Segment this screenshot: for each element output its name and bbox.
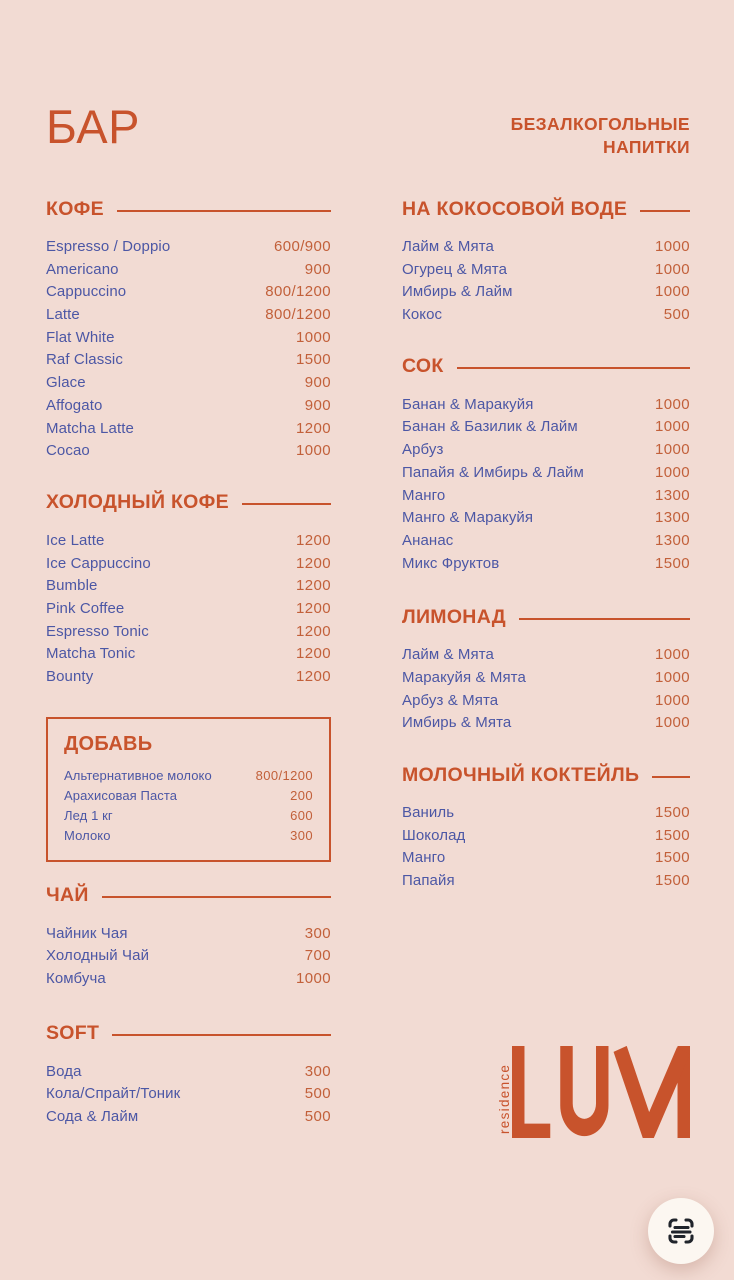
item-price: 1300 [655, 531, 690, 549]
item-name: Лайм & Мята [402, 238, 494, 255]
item-name: Flat White [46, 328, 115, 346]
item-name: Холодный Чай [46, 947, 150, 965]
item-name: Манго [402, 849, 446, 867]
item-price: 1300 [655, 509, 690, 527]
section-juice [402, 356, 690, 578]
menu-item-row [46, 374, 331, 397]
menu-item-row [46, 668, 331, 691]
logo-residence-text: residence [497, 1063, 512, 1134]
menu-item-row [46, 555, 331, 578]
menu-item-row [46, 1108, 331, 1131]
item-name: Шоколад [402, 826, 466, 844]
item-price: 300 [290, 827, 313, 843]
heading-rule [640, 210, 690, 212]
menu-item-row [402, 509, 690, 532]
menu-item-row [64, 768, 313, 788]
lum-logo-mark [512, 1046, 690, 1138]
item-price: 900 [304, 374, 331, 392]
menu-item-row [46, 397, 331, 420]
menu-item-list [46, 925, 331, 993]
item-name: Арбуз & Мята [402, 691, 499, 709]
menu-item-row [46, 532, 331, 555]
menu-item-row [402, 692, 690, 715]
menu-item-row [46, 623, 331, 646]
section-heading-label: SOFT [46, 1022, 100, 1045]
menu-item-row [402, 283, 690, 306]
item-price: 1200 [296, 419, 331, 437]
section-heading-label: ЧАЙ [46, 884, 89, 907]
item-price: 1000 [296, 970, 331, 988]
item-price: 1200 [296, 531, 331, 549]
section-heading-label: ЛИМОНАД [402, 605, 506, 628]
menu-item-row [402, 804, 690, 827]
item-name: Кокос [402, 306, 443, 324]
menu-item-row [46, 351, 331, 374]
menu-item-row [46, 970, 331, 993]
section-add-ons-box [46, 717, 331, 862]
item-name: Ваниль [402, 804, 455, 821]
section-tea [46, 885, 331, 993]
section-heading-label: НА КОКОСОВОЙ ВОДЕ [402, 197, 628, 220]
item-name: Вода [46, 1062, 82, 1080]
menu-item-row [46, 420, 331, 443]
menu-item-row [64, 808, 313, 828]
section-lemonade [402, 606, 690, 737]
section-heading [46, 885, 331, 907]
item-price: 1000 [296, 328, 331, 346]
menu-item-row [402, 464, 690, 487]
page-title: БАР [46, 100, 141, 153]
menu-item-list [64, 768, 313, 848]
item-price: 900 [304, 396, 331, 414]
item-price: 500 [304, 1108, 331, 1126]
item-name: Лед 1 кг [64, 807, 113, 823]
non-alcoholic-title [402, 113, 690, 159]
heading-rule [117, 210, 331, 212]
item-price: 1000 [296, 442, 331, 460]
section-heading-label: ДОБАВЬ [64, 732, 153, 755]
item-name: Папайя [402, 872, 455, 890]
right-column [402, 0, 690, 895]
menu-item-row [402, 532, 690, 555]
item-price: 800/1200 [265, 306, 331, 324]
item-price: 1000 [655, 714, 690, 732]
scan-text-icon [663, 1213, 699, 1249]
item-price: 1000 [655, 238, 690, 255]
menu-item-row [402, 555, 690, 578]
item-price: 300 [304, 1062, 331, 1080]
menu-item-row [46, 1085, 331, 1108]
section-heading [46, 1023, 331, 1045]
item-name: Affogato [46, 396, 103, 414]
item-price: 500 [663, 306, 690, 324]
item-name: Микс Фруктов [402, 554, 500, 572]
heading-rule [112, 1034, 331, 1036]
item-price: 1500 [655, 872, 690, 890]
item-price: 1000 [655, 260, 690, 278]
left-column [46, 0, 331, 1131]
item-name: Glace [46, 374, 86, 392]
item-name: Bounty [46, 668, 94, 685]
menu-item-list [402, 238, 690, 329]
non-alcoholic-title-line1: БЕЗАЛКОГОЛЬНЫЕ [510, 114, 690, 134]
menu-item-row [402, 827, 690, 850]
item-name: Matcha Latte [46, 419, 134, 437]
item-price: 1000 [655, 283, 690, 301]
heading-rule [242, 503, 331, 505]
menu-item-row [402, 872, 690, 895]
item-price: 1200 [296, 599, 331, 617]
item-price: 1000 [655, 418, 690, 436]
item-price: 1200 [296, 668, 331, 685]
item-price: 1000 [655, 668, 690, 686]
item-price: 300 [304, 924, 331, 942]
item-name: Имбирь & Мята [402, 714, 512, 732]
item-price: 700 [304, 947, 331, 965]
item-name: Ананас [402, 531, 454, 549]
heading-rule [102, 896, 331, 898]
section-heading-label: СОК [402, 355, 444, 378]
item-price: 1000 [655, 441, 690, 459]
item-name: Огурец & Мята [402, 260, 508, 278]
item-price: 1500 [655, 849, 690, 867]
menu-item-row [46, 329, 331, 352]
menu-item-row [46, 306, 331, 329]
item-name: Маракуйя & Мята [402, 668, 526, 686]
item-price: 1500 [296, 351, 331, 369]
menu-item-row [46, 577, 331, 600]
section-heading [46, 492, 331, 514]
item-price: 1500 [655, 804, 690, 821]
item-price: 600/900 [273, 238, 331, 255]
item-price: 1200 [296, 645, 331, 663]
heading-rule [652, 776, 690, 778]
item-name: Лайм & Мята [402, 646, 494, 664]
item-name: Имбирь & Лайм [402, 283, 513, 301]
item-price: 600 [290, 807, 313, 823]
section-soft-drinks [46, 1023, 331, 1131]
menu-item-row [402, 396, 690, 419]
item-price: 1500 [655, 826, 690, 844]
item-name: Арбуз [402, 441, 444, 459]
item-name: Арахисовая Паста [64, 787, 178, 803]
menu-item-list [46, 238, 331, 465]
item-price: 1200 [296, 577, 331, 595]
menu-item-row [46, 645, 331, 668]
item-name: Espresso / Doppio [46, 238, 171, 255]
item-price: 900 [304, 260, 331, 278]
menu-item-row [402, 238, 690, 261]
item-name: Чайник Чая [46, 924, 128, 942]
menu-item-row [402, 261, 690, 284]
item-name: Cocao [46, 442, 90, 460]
item-price: 1200 [296, 622, 331, 640]
section-heading-label: МОЛОЧНЫЙ КОКТЕЙЛЬ [402, 763, 640, 786]
menu-item-list [402, 804, 690, 895]
heading-rule [457, 367, 690, 369]
menu-item-row [402, 849, 690, 872]
item-price: 200 [290, 787, 313, 803]
menu-item-row [46, 238, 331, 261]
menu-item-row [46, 925, 331, 948]
section-heading [402, 198, 690, 220]
menu-item-row [402, 306, 690, 329]
item-name: Банан & Маракуйя [402, 395, 534, 413]
item-name: Молоко [64, 827, 111, 843]
item-name: Cappuccino [46, 283, 127, 301]
menu-item-row [46, 442, 331, 465]
item-price: 800/1200 [265, 283, 331, 301]
menu-item-row [402, 714, 690, 737]
menu-item-row [46, 283, 331, 306]
section-coffee [46, 198, 331, 465]
item-name: Bumble [46, 577, 98, 595]
item-name: Манго & Маракуйя [402, 509, 534, 527]
section-heading [402, 764, 690, 786]
menu-item-row [402, 418, 690, 441]
item-name: Pink Coffee [46, 599, 125, 617]
menu-item-row [402, 669, 690, 692]
item-price: 500 [304, 1085, 331, 1103]
menu-item-row [64, 788, 313, 808]
menu-item-row [402, 487, 690, 510]
menu-item-list [402, 646, 690, 737]
menu-item-list [46, 1063, 331, 1131]
section-heading-label: ХОЛОДНЫЙ КОФЕ [46, 491, 229, 514]
item-name: Espresso Tonic [46, 622, 149, 640]
menu-item-row [402, 441, 690, 464]
section-heading-label: КОФЕ [46, 197, 104, 220]
menu-item-row [46, 600, 331, 623]
scan-text-button[interactable] [648, 1198, 714, 1264]
item-price: 1000 [655, 691, 690, 709]
item-price: 1200 [296, 554, 331, 572]
item-name: Манго [402, 486, 446, 504]
item-price: 1500 [655, 554, 690, 572]
menu-item-row [64, 828, 313, 848]
item-name: Americano [46, 260, 119, 278]
item-name: Ice Latte [46, 531, 105, 549]
section-heading [402, 356, 690, 378]
item-price: 800/1200 [255, 767, 313, 783]
item-price: 1300 [655, 486, 690, 504]
item-name: Matcha Tonic [46, 645, 136, 663]
non-alcoholic-title-line2: НАПИТКИ [603, 137, 690, 157]
menu-item-list [402, 396, 690, 578]
item-name: Комбуча [46, 970, 106, 988]
item-name: Банан & Базилик & Лайм [402, 418, 578, 436]
section-milkshake [402, 764, 690, 895]
item-price: 1000 [655, 463, 690, 481]
section-coconut-water [402, 198, 690, 329]
section-heading [402, 606, 690, 628]
heading-rule [519, 618, 690, 620]
item-name: Latte [46, 306, 80, 324]
lum-residence-logo [488, 1046, 690, 1138]
item-name: Сода & Лайм [46, 1108, 139, 1126]
menu-item-row [46, 1063, 331, 1086]
item-name: Кола/Спрайт/Тоник [46, 1085, 181, 1103]
menu-item-row [402, 646, 690, 669]
item-price: 1000 [655, 646, 690, 664]
item-name: Raf Classic [46, 351, 123, 369]
menu-item-list [46, 532, 331, 691]
section-cold-coffee [46, 492, 331, 691]
menu-item-row [46, 947, 331, 970]
menu-item-row [46, 261, 331, 284]
item-price: 1000 [655, 395, 690, 413]
item-name: Ice Cappuccino [46, 554, 151, 572]
section-heading [46, 198, 331, 220]
item-name: Альтернативное молоко [64, 767, 212, 783]
item-name: Папайя & Имбирь & Лайм [402, 463, 584, 481]
